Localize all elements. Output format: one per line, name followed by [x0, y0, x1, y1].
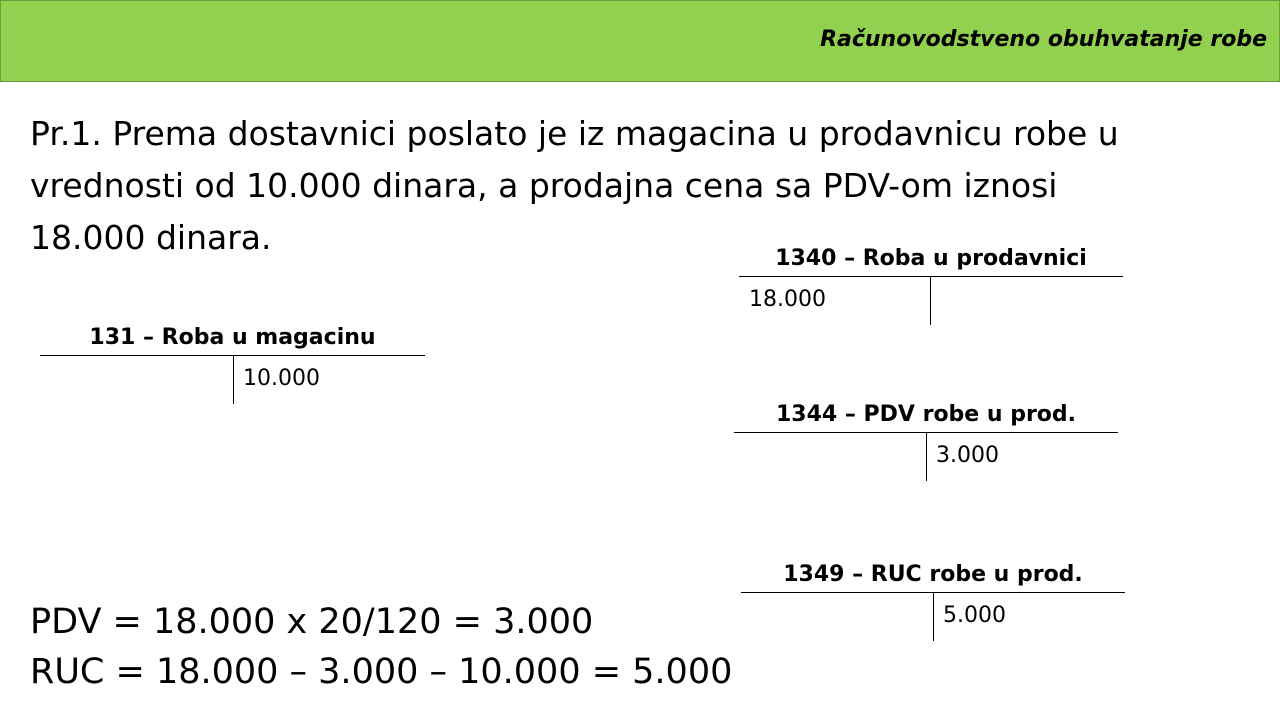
formulas [30, 597, 732, 697]
account-body [741, 593, 1125, 641]
account-title: 1344 – PDV robe u prod. [775, 402, 1077, 427]
debit-value: 18.000 [749, 287, 826, 312]
t-account-1344 [734, 398, 1118, 481]
t-account-1349 [741, 558, 1125, 641]
slide-title: Računovodstveno obuhvatanje robe [820, 27, 1267, 52]
account-divider [933, 593, 934, 641]
account-divider [926, 433, 927, 481]
account-title: 1340 – Roba u prodavnici [775, 246, 1087, 271]
account-title: 1349 – RUC robe u prod. [783, 562, 1083, 587]
credit-value: 3.000 [936, 443, 999, 468]
account-body [739, 277, 1123, 325]
problem-line: vrednosti od 10.000 dinara, a prodajna cena sa PDV-om iznosi [30, 166, 1058, 205]
account-body [40, 356, 425, 404]
pdv-formula: PDV = 18.000 x 20/120 = 3.000 [30, 602, 594, 642]
credit-value: 5.000 [943, 603, 1006, 628]
t-account-1340 [739, 242, 1123, 325]
t-account-131 [40, 321, 425, 404]
credit-value: 10.000 [243, 366, 320, 391]
slide-header [0, 0, 1280, 82]
problem-line: Pr.1. Prema dostavnici poslato je iz magacina u prodavnicu robe u [30, 114, 1119, 153]
problem-line: 18.000 dinara. [30, 218, 272, 257]
account-divider [233, 356, 234, 404]
account-title: 131 – Roba u magacinu [89, 325, 376, 350]
account-divider [930, 277, 931, 325]
problem-text [30, 108, 1210, 264]
account-body [734, 433, 1118, 481]
ruc-formula: RUC = 18.000 – 3.000 – 10.000 = 5.000 [30, 652, 733, 692]
